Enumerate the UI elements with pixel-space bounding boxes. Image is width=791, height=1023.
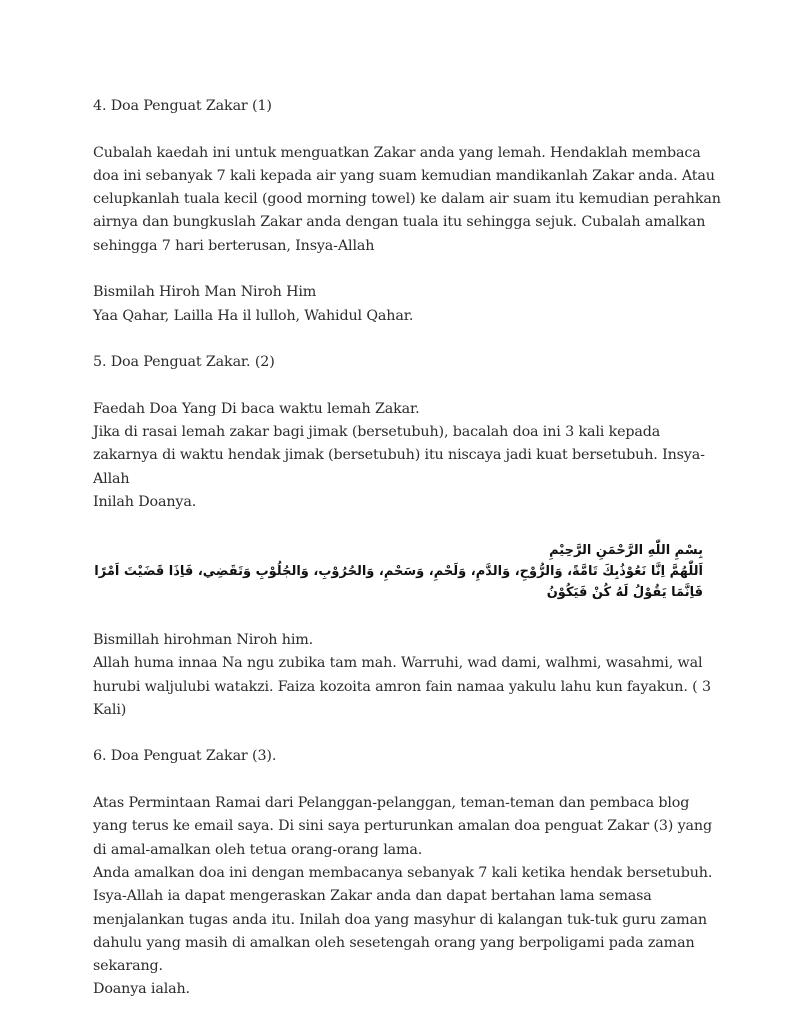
spacer	[93, 328, 703, 351]
paragraph-line: dahulu yang masih di amalkan oleh sesetengah orang yang berpoligami pada zaman	[93, 934, 695, 951]
spacer	[93, 258, 703, 281]
section-5-heading: 5. Doa Penguat Zakar. (2)	[93, 354, 275, 371]
spacer	[93, 769, 703, 792]
transliteration-line: Allah huma innaa Na ngu zubika tam mah. Warruhi, wad dami, walhmi, wasahmi, wal	[93, 655, 703, 672]
section-4-paragraph	[93, 142, 721, 258]
section-4-heading: 4. Doa Penguat Zakar (1)	[93, 98, 272, 114]
doa-line: Bismilah Hiroh Man Niroh Him	[93, 284, 317, 301]
paragraph-line: Doanya ialah.	[93, 981, 190, 998]
intro-line: Inilah Doanya.	[93, 494, 197, 511]
spacer	[93, 722, 703, 745]
document-page	[93, 95, 721, 1002]
arabic-doa-block	[93, 540, 703, 603]
section-6-paragraph	[93, 792, 713, 1002]
transliteration-line: Bismillah hirohman Niroh him.	[93, 631, 314, 648]
transliteration-line: hurubi waljulubi watakzi. Faiza kozoita amron fain namaa yakulu lahu kun fayakun. ( 3	[93, 678, 711, 695]
paragraph-line: di amal-amalkan oleh tetua orang-orang lama.	[93, 841, 423, 858]
paragraph-line: Atas Permintaan Ramai dari Pelanggan-pelanggan, teman-teman dan pembaca blog	[93, 795, 690, 812]
intro-line: Jika di rasai lemah zakar bagi jimak (bersetubuh), bacalah doa ini 3 kali kepada	[93, 424, 661, 441]
intro-line: zakarnya di waktu hendak jimak (bersetubuh) itu niscaya jadi kuat bersetubuh. Insya-	[93, 447, 705, 464]
paragraph-line: menjalankan tugas anda itu. Inilah doa yang masyhur di kalangan tuk-tuk guru zaman	[93, 911, 707, 928]
doa-line: Yaa Qahar, Lailla Ha il lulloh, Wahidul Qahar.	[93, 307, 414, 324]
paragraph-line: Cubalah kaedah ini untuk menguatkan Zakar anda yang lemah. Hendaklah membaca	[93, 144, 701, 161]
arabic-basmalah: بِسْمِ اللّٰهِ الرَّحْمَنِ الرَّحِيْمِ	[549, 542, 703, 558]
intro-line: Allah	[93, 470, 130, 487]
section-5-transliteration	[93, 629, 711, 722]
intro-line: Faedah Doa Yang Di baca waktu lemah Zakar.	[93, 400, 420, 417]
section-5-intro	[93, 398, 703, 514]
section-6-heading: 6. Doa Penguat Zakar (3).	[93, 748, 277, 765]
paragraph-line: Isya-Allah ia dapat mengeraskan Zakar anda dan dapat bertahan lama semasa	[93, 888, 652, 905]
section-4-doa	[93, 281, 703, 328]
spacer	[93, 606, 703, 629]
transliteration-line: Kali)	[93, 701, 127, 718]
arabic-doa-text: اَللّٰهُمَّ اِنَّا نَعُوْذُبِكَ تَامَّةً، وَالرُّوْحِ، وَالدَّمِ، وَلَحْمِ، وَسَحْمِ، وَالحُرُوْبِ، وَالجُلُوْبِ وَتَقَضِي، فَاِذَا قَضَيْتَ اَمْرًا فَاِنَّمَا يَقُوْلُ لَهُ كُنْ فَيَكُوْنُ	[94, 563, 703, 600]
paragraph-line: sehingga 7 hari berterusan, Insya-Allah	[93, 237, 375, 254]
paragraph-line: airnya dan bungkuslah Zakar anda dengan tuala itu sehingga sejuk. Cubalah amalkan	[93, 214, 706, 231]
spacer	[93, 118, 703, 141]
paragraph-line: sekarang.	[93, 958, 163, 975]
paragraph-line: doa ini sebanyak 7 kali kepada air yang suam kemudian mandikanlah Zakar anda. Atau	[93, 167, 715, 184]
paragraph-line: celupkanlah tuala kecil (good morning towel) ke dalam air suam itu kemudian perahkan	[93, 191, 721, 208]
spacer	[93, 375, 703, 398]
spacer	[93, 514, 703, 537]
paragraph-line: Anda amalkan doa ini dengan membacanya sebanyak 7 kali ketika hendak bersetubuh.	[93, 864, 713, 881]
paragraph-line: yang terus ke email saya. Di sini saya perturunkan amalan doa penguat Zakar (3) yang	[93, 818, 712, 835]
